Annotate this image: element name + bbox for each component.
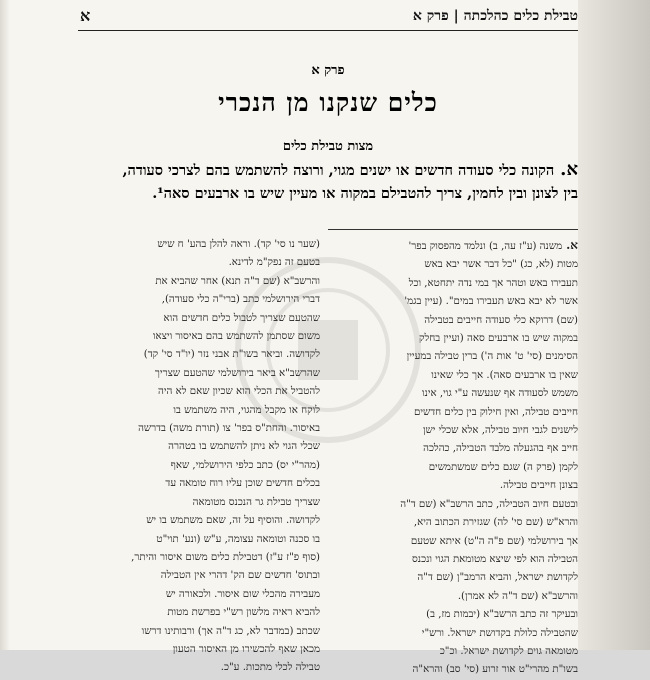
- footnote-rule: [328, 229, 578, 230]
- footnote-text: במקוה שיש בו ארבעים סאה (ועיין בחלק: [419, 333, 578, 345]
- footnote-line: [78, 604, 320, 622]
- footnote-text: שהטבילה כלולת בקדושת ישראל. ורש"י: [421, 627, 578, 639]
- footnote-text: חייב אף בהגעלה מלבד הטבילה, כהלכה: [423, 443, 578, 455]
- footnote-text: אשר לא יבא באש תעבירו במים". (עיין בגמ': [404, 296, 578, 308]
- footnote-line: [78, 586, 320, 604]
- paragraph-line: בין לצונן ובין לחמין, צריך להטבילם במקוה או מעיין שיש בו ארבעים סאה¹.: [152, 185, 578, 202]
- footnote-text: (שם) דרוקא כלי סעודה חייבים בטבילה: [424, 314, 578, 326]
- footnote-line: [336, 661, 578, 679]
- footnote-text: (שער נו סי' קד). וראה להלן בהע' ח שיש: [157, 239, 320, 250]
- footnote-text: בצונן חייבים טבילה.: [499, 480, 578, 492]
- footnote-text: והרשב"א (שם ד"ה לא אמרן).: [457, 590, 578, 602]
- footnote-line: [78, 567, 320, 585]
- footnote-text: לקדושת ישראל, והביא הרמב"ן (שם ד"ה: [417, 572, 578, 584]
- footnote-text: מטומאה גוים לקדושת ישראל. וכ"כ: [439, 645, 578, 657]
- footnote-text: אך בירושלמי (שם פ"ה ה"ט) איתא שטעם: [410, 535, 578, 547]
- footnote-text: להטביל את הכלי הוא שכיון שאם לא היה: [158, 386, 320, 398]
- footnote-text: והרשב"א (שם ד"ה תנא) אחר שהביא את: [155, 275, 320, 287]
- footnote-text: מעבירה מהכלי שום איסור. ולכאורה יש: [165, 588, 320, 600]
- footnote-line: [78, 531, 320, 549]
- footnote-text: שהטעם שצריך לטבול כלים חדשים הוא: [163, 312, 320, 324]
- footnote-text: דברי הירושלמי כתב (ברי"ה כלי סעודה),: [161, 294, 320, 306]
- footnote-text: שאין בו ארבעים סאה). אך כלי שאינו: [431, 369, 578, 381]
- paragraph-marker: א.: [560, 159, 578, 180]
- footnote-text: באיסור. והחת"ס בפר' צו (תורת משה) בדרשה: [138, 423, 320, 435]
- footnote-marker: א.: [566, 238, 578, 252]
- footnote-text: טבילה לכלי מתכות. ע"כ.: [220, 662, 320, 674]
- footnote-text: להביא ראיה מלשון רש"י בפרשת מטות: [167, 607, 320, 619]
- footnote-text: משום שסתמן להשתמש בהם באיסור ויצאו: [152, 331, 320, 343]
- footnote-text: מכאן שאף להכשירו מן האיסור הטעון: [172, 643, 320, 655]
- footnote-text: בטעם זה נפק"מ לדינא.: [228, 257, 320, 269]
- footnote-text: משנה (ע"ז עה, ב) ונלמד מהפסוק בפר': [408, 241, 563, 252]
- footnote-text: ובעיקר זה כתב הרשב"א (יבמות מז, ב): [426, 609, 578, 621]
- paragraph-line: הקונה כלי סעודה חדשים או ישנים מגוי, ורוצה להשתמש בהם לצרכי סעודה,: [122, 162, 555, 179]
- footnote-text: לקדושה. והוסיף על זה, שאם משתמש בו יש: [146, 515, 320, 527]
- page-edge-shadow: [578, 0, 650, 650]
- running-header: [78, 6, 578, 30]
- footnote-text: בכלים חדשים שוכן עליו רוח טומאה עד: [165, 478, 320, 490]
- footnote-text: לקמן (פרק ה) שגם כלים שמשתמשים: [428, 461, 578, 473]
- footnote-text: תעבירו באש וטהר אך במי נדה יתחטא, וכל: [408, 277, 578, 289]
- footnote-text: שכתב (במדבר לא, כג ד"ה אך) ורבותינו דרשו: [141, 625, 320, 637]
- footnote-text: מטות (לא, כג) "כל דבר אשר יבא באש: [424, 259, 578, 271]
- main-paragraph: [78, 158, 578, 205]
- section-title: מצות טבילת כלים: [282, 139, 374, 154]
- footnote-text: ובתוס' חדשים שם הק' דהרי אין הטבילה: [160, 570, 320, 582]
- footnote-line: [336, 551, 578, 569]
- footnote-text: (מהר"י יס) כתב כלפי הירושלמי, שאף: [170, 459, 320, 471]
- page-content: [78, 0, 578, 676]
- footnote-text: בשו"ת מהרי"ט אור זרוע (סי' סב) והרא"ה: [412, 664, 578, 676]
- footnote-line: [78, 623, 320, 641]
- footnote-text: לוקח או מקבל מהגוי, היה משתמש בו: [173, 404, 320, 416]
- chapter-label: פרק א: [311, 63, 345, 78]
- footnote-line: [78, 494, 320, 512]
- chapter-title: כלים שנקנו מן הנכרי: [218, 88, 438, 117]
- footnote-text: שכלי הגוי לא ניתן להשתמש בו בטהרה: [168, 441, 320, 453]
- footnote-line: [336, 514, 578, 532]
- footnote-text: הסימנים (סי' ט' אות ה') ברין טבילה במעיין: [406, 351, 578, 363]
- page-letter: א: [80, 6, 91, 25]
- footnote-line: [336, 569, 578, 587]
- page-gutter: [0, 0, 10, 650]
- footnote-line: [336, 477, 578, 495]
- header-rule: [78, 30, 578, 31]
- footnote-line: [336, 496, 578, 514]
- footnote-text: והרא"ש (שם סי' לה) שגזירת הכתוב היא,: [413, 517, 578, 529]
- footnote-text: לישנים לגבי חיוב טבילה, אלא שכלי ישן: [422, 425, 578, 437]
- footnote-text: לקדושה. וביאר בשו"ת אבני נזר (יו"ד סי' קד): [143, 349, 320, 361]
- footnote-line: [78, 512, 320, 530]
- footnote-line: [336, 533, 578, 551]
- footnote-text: ובטעם חיוב הטבילה, כתב הרשב"א (שם ד"ה: [400, 498, 578, 510]
- watermark-logo: [228, 250, 428, 450]
- footnote-text: בו סכנה וטומאה עצומה, ע"ש (ונע' תוי"ט: [156, 533, 320, 545]
- footnote-line: [78, 549, 320, 567]
- footnote-text: הטבילה הוא לפי שיצא מטומאת הגוי ונכנס: [411, 553, 578, 565]
- footnote-line: [78, 641, 320, 659]
- footnote-line: [78, 457, 320, 475]
- footnote-line: [336, 643, 578, 661]
- footnote-line: [336, 588, 578, 606]
- footnote-text: משמש לסעודה אף שנעשה ע"י גוי, אינו: [421, 388, 578, 400]
- running-header-title: טבילת כלים כהלכתה | פרק א: [412, 8, 578, 24]
- footnote-line: [336, 625, 578, 643]
- footnote-text: (סוף פ"ז ע"ז) דטבילת כלים משום איסור והיתר,: [131, 551, 320, 563]
- footnote-line: [336, 606, 578, 624]
- footnote-line: [78, 659, 320, 677]
- footnote-line: [336, 459, 578, 477]
- footnote-text: שהרשב"א ביאר בירושלמי שהטעם שצריך: [154, 367, 320, 379]
- footnote-line: [78, 475, 320, 493]
- footnote-text: שצריך טבילת גר הנכנס מטומאה: [192, 496, 320, 508]
- footnote-text: חייבים טבילה, ואין חילוק בין כלים חדשים: [414, 406, 578, 418]
